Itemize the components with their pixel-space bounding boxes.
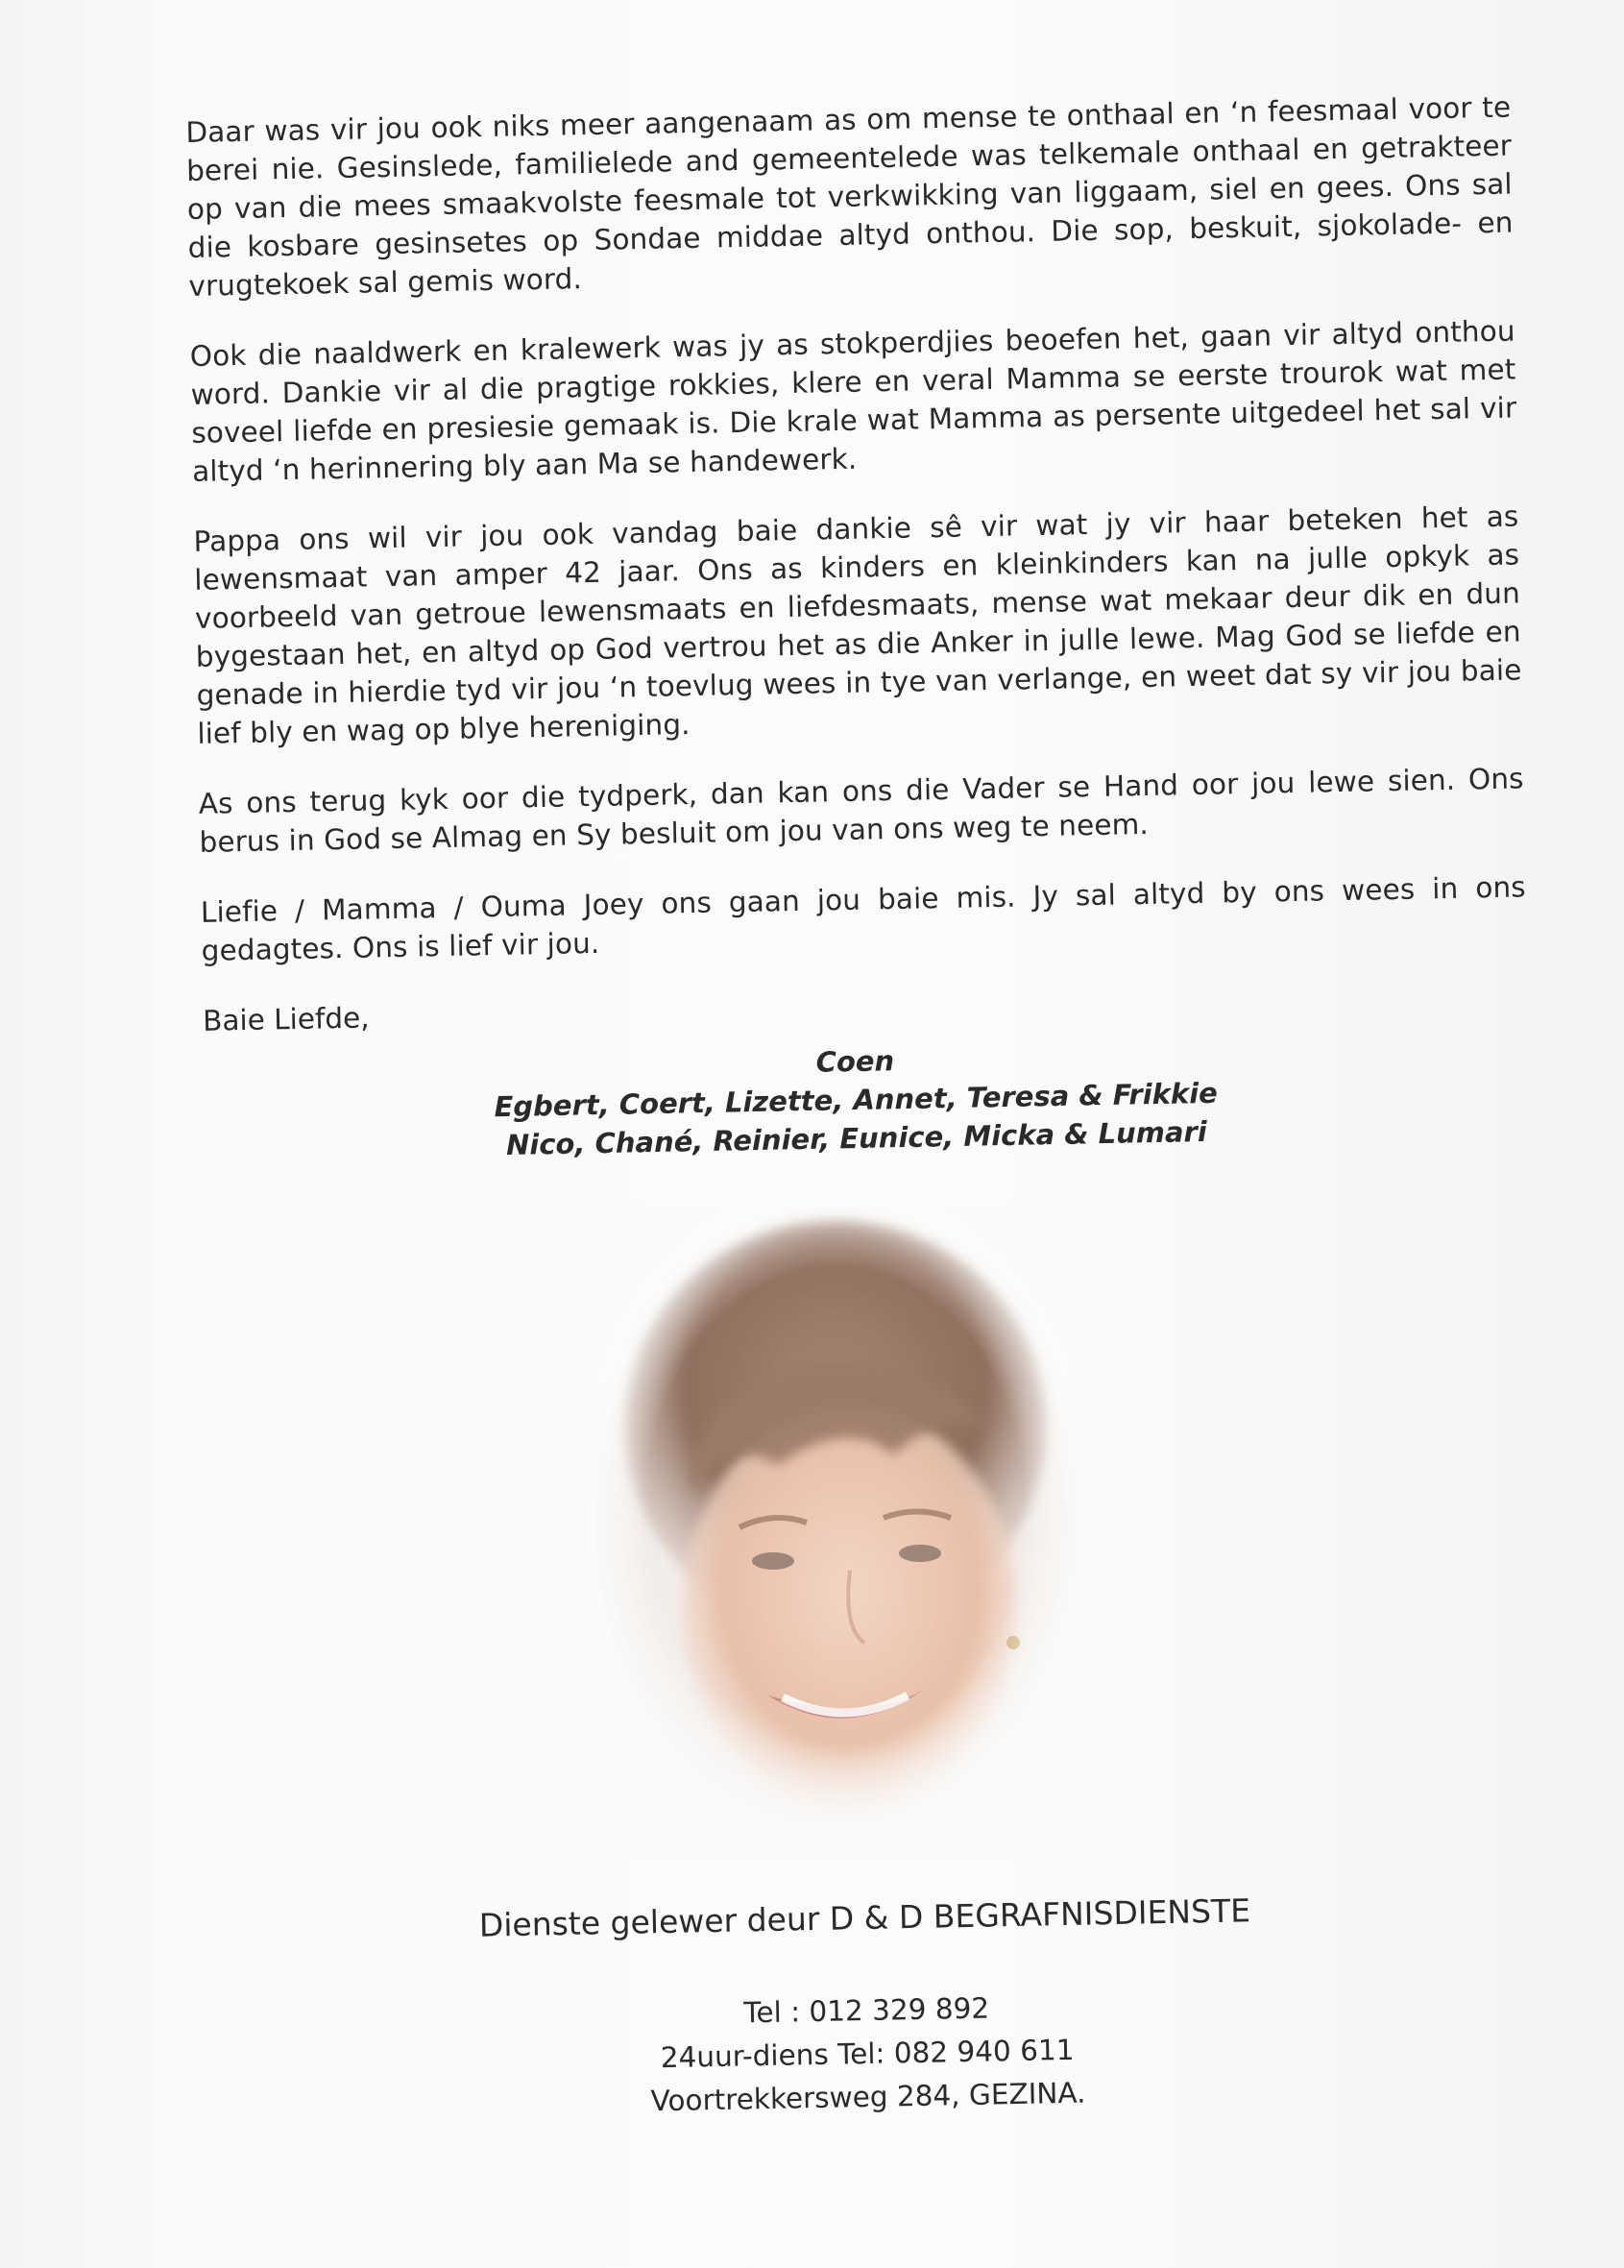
paragraph-needlework: Ook die naaldwerk en kralewerk was jy as stokperdjies beoefen het, gaan vir altyd onthou word. Dankie vir al die pragtige rokkies, klere en veral Mamma se eerste trourok wat met soveel liefde en presiesie gemaak is. Die krale wat Mamma as persente uitgedeel het sal vir altyd ‘n herinnering bly aan Ma se handewerk.	[189, 314, 1517, 488]
letter-body	[185, 88, 1528, 1040]
paragraph-farewell: Liefie / Mamma / Ouma Joey ons gaan jou baie mis. Jy sal altyd by ons wees in ons gedagtes. Ons is lief vir jou.	[200, 870, 1527, 967]
paragraph-pappa: Pappa ons wil vir jou ook vandag baie dankie sê vir wat jy vir haar beteken het as lewensmaat van amper 42 jaar. Ons as kinders en kleinkinders kan na julle opkyk as voorbeeld van getroue lewensmaats en liefdesmaats, mense wat mekaar deur dik en dun bygestaan het, en altyd op God vertrou het as die Anker in julle lewe. Mag God se liefde en genade in hierdie tyd vir jou ‘n toevlug wees in tye van verlange, en weet dat sy vir jou baie lief bly en wag op blye hereniging.	[193, 500, 1522, 750]
memorial-portrait-photo	[576, 1206, 1095, 1859]
telephone-24-hour: 24uur-diens Tel: 082 940 611	[660, 2033, 1075, 2075]
funeral-service-footer	[384, 1888, 1348, 2128]
service-provider: Dienste gelewer deur D & D BEGRAFNISDIENSTE	[478, 1891, 1251, 1944]
street-address: Voortrekkersweg 284, GEZINA.	[650, 2076, 1086, 2118]
paragraph-hospitality: Daar was vir jou ook niks meer aangenaam as om mense te onthaal en ‘n feesmaal voor te berei nie. Gesinslede, familielede and gemeentelede was telkemale onthaal en getrakteer op van die mees smaakvolste feesmale tot verkwikking van liggaam, siel en gees. Ons sal die kosbare gesinsetes op Sondae middae altyd onthou. Die sop, beskuit, sjokolade- en vrugtekoek sal gemis word.	[185, 90, 1514, 303]
telephone-number: Tel : 012 329 892	[743, 1991, 990, 2030]
closing-salutation: Baie Liefde,	[202, 1001, 370, 1037]
signatory-grandchildren: Nico, Chané, Reinier, Eunice, Micka & Lumari	[505, 1114, 1208, 1161]
signatory-spouse: Coen	[815, 1044, 895, 1079]
signatory-children: Egbert, Coert, Lizette, Annet, Teresa & Frikkie	[494, 1076, 1219, 1124]
signatories-block	[480, 1036, 1231, 1165]
paragraph-reflection: As ons terug kyk oor die tydperk, dan kan ons die Vader se Hand oor jou lewe sien. Ons berus in God se Almag en Sy besluit om jou van ons weg te neem.	[198, 762, 1524, 859]
